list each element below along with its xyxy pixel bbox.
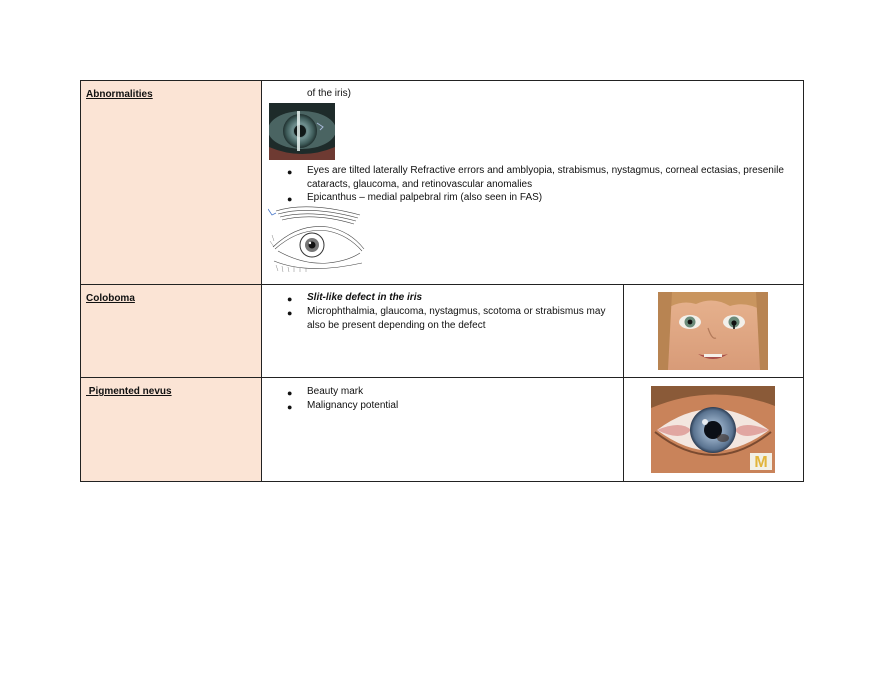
slit-lamp-iris-photo [269, 103, 335, 160]
child-face-photo [658, 292, 768, 370]
row-divider [81, 284, 803, 285]
bullet-text: Microphthalmia, glaucoma, nystagmus, scotoma or strabismus may [307, 306, 606, 317]
abnormalities-table [80, 80, 804, 482]
bullet-marker: ● [287, 294, 293, 304]
row-label-pigmented-nevus: Pigmented nevus [86, 386, 172, 397]
eye-closeup-photo [651, 386, 775, 473]
label-column [81, 81, 261, 481]
bullet-marker: ● [287, 167, 293, 177]
continuation-text: of the iris) [307, 88, 351, 99]
row-label-abnormalities: Abnormalities [86, 89, 153, 100]
bullet-text: Malignancy potential [307, 400, 399, 411]
bullet-text-emphasis: Slit-like defect in the iris [307, 292, 423, 303]
bullet-text-continued: cataracts, glaucoma, and retinovascular anomalies [307, 179, 533, 190]
bullet-text: Epicanthus – medial palpebral rim (also seen in FAS) [307, 192, 543, 203]
row-label-coloboma: Coloboma [86, 293, 135, 304]
watermark-logo: M [754, 454, 768, 471]
bullet-text: Beauty mark [307, 386, 364, 397]
column-divider [261, 81, 262, 481]
image-column-divider [623, 284, 624, 481]
bullet-marker: ● [287, 308, 293, 318]
row-divider [81, 377, 803, 378]
epicanthus-eye-sketch [268, 205, 368, 273]
bullet-marker: ● [287, 402, 293, 412]
bullet-text-continued: also be present depending on the defect [307, 320, 486, 331]
bullet-marker: ● [287, 194, 293, 204]
bullet-marker: ● [287, 388, 293, 398]
bullet-text: Eyes are tilted laterally Refractive errors and amblyopia, strabismus, nystagmus, corneal ectasias, presenile [307, 165, 784, 176]
